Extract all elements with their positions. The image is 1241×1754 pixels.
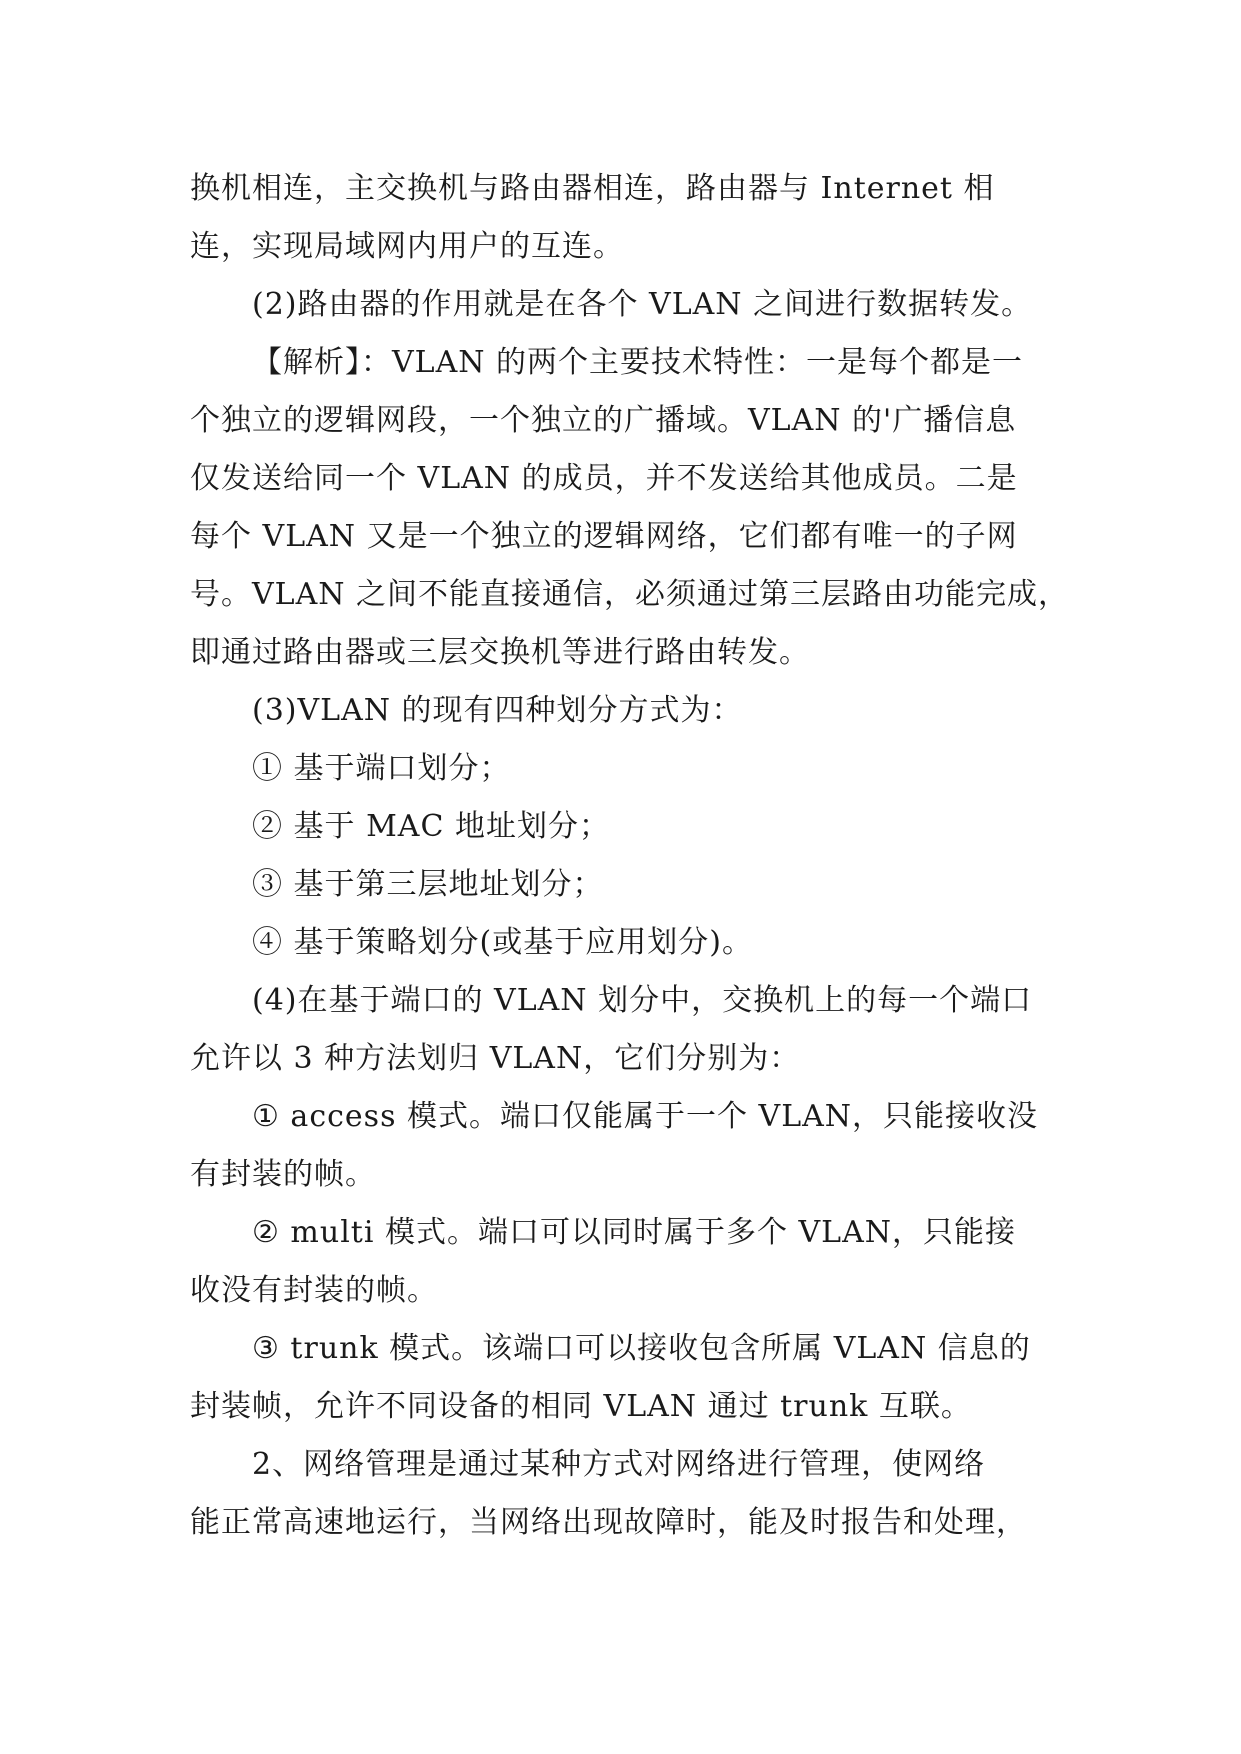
paragraph-analysis: 【解析】：VLAN 的两个主要技术特性：一是每个都是一 xyxy=(252,345,1024,380)
paragraph-vlan-methods: (3)VLAN 的现有四种划分方式为： xyxy=(252,693,743,728)
text-line: 换机相连，主交换机与路由器相连，路由器与 Internet 相 xyxy=(190,171,995,206)
paragraph-network-management: 2、网络管理是通过某种方式对网络进行管理，使网络 xyxy=(252,1447,986,1482)
paragraph-vlan-router: (2)路由器的作用就是在各个 VLAN 之间进行数据转发。 xyxy=(252,287,1033,322)
text-line: 号。VLAN 之间不能直接通信，必须通过第三层路由功能完成， xyxy=(190,577,1070,612)
text-line: 有封装的帧。 xyxy=(190,1157,376,1192)
text-line: 能正常高速地运行，当网络出现故障时，能及时报告和处理， xyxy=(190,1505,1027,1540)
list-item: ① 基于端口划分； xyxy=(252,751,511,786)
text-line: 每个 VLAN 又是一个独立的逻辑网络，它们都有唯一的子网 xyxy=(190,519,1018,554)
text-line: 个独立的逻辑网段，一个独立的广播域。VLAN 的'广播信息 xyxy=(190,403,1017,438)
list-item: ② multi 模式。端口可以同时属于多个 VLAN，只能接 xyxy=(252,1215,1017,1250)
list-item: ② 基于 MAC 地址划分； xyxy=(252,809,610,844)
list-item: ③ 基于第三层地址划分； xyxy=(252,867,604,902)
list-item: ① access 模式。端口仅能属于一个 VLAN，只能接收没 xyxy=(252,1099,1039,1134)
body-text xyxy=(190,160,1070,1552)
list-item: ③ trunk 模式。该端口可以接收包含所属 VLAN 信息的 xyxy=(252,1331,1031,1366)
text-line: 封装帧，允许不同设备的相同 VLAN 通过 trunk 互联。 xyxy=(190,1389,972,1424)
text-line: 连，实现局域网内用户的互连。 xyxy=(190,229,624,264)
text-line: 收没有封装的帧。 xyxy=(190,1273,438,1308)
text-line: 即通过路由器或三层交换机等进行路由转发。 xyxy=(190,635,810,670)
paragraph-port-vlan: (4)在基于端口的 VLAN 划分中，交换机上的每一个端口 xyxy=(252,983,1033,1018)
text-line: 允许以 3 种方法划归 VLAN，它们分别为： xyxy=(190,1041,801,1076)
text-line: 仅发送给同一个 VLAN 的成员，并不发送给其他成员。二是 xyxy=(190,461,1018,496)
list-item: ④ 基于策略划分(或基于应用划分)。 xyxy=(252,925,753,960)
